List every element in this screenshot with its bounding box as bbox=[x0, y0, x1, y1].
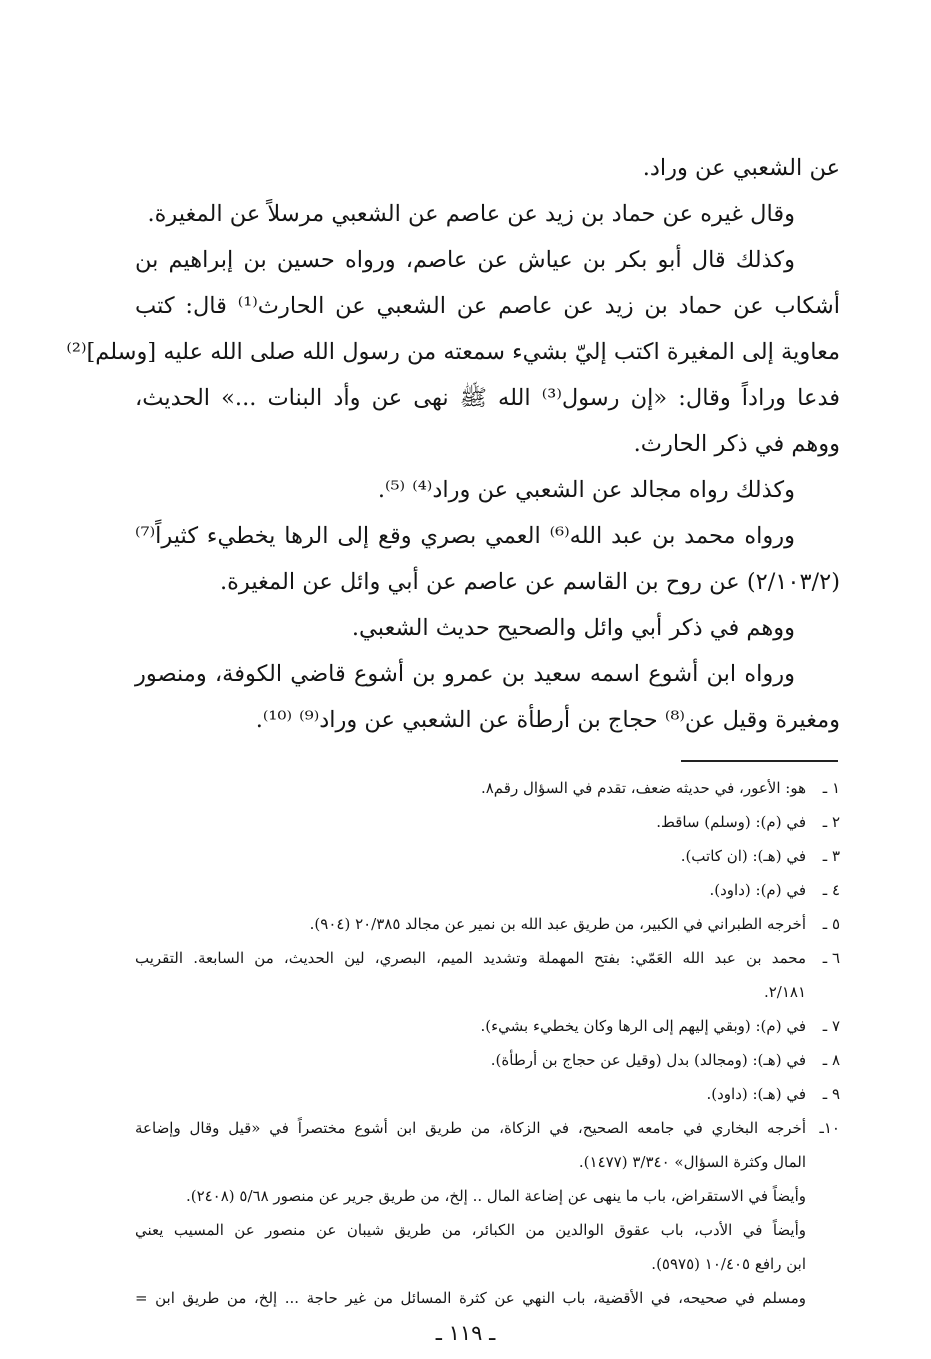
footnote-number: ٥ ـ bbox=[822, 915, 840, 933]
footnote bbox=[135, 771, 840, 805]
footnote-text: هو: الأعور، في حديثه ضعف، تقدم في السؤال رقم٨. bbox=[480, 779, 806, 797]
footnote bbox=[135, 1043, 840, 1077]
footnote bbox=[135, 839, 840, 873]
footnote-text: في (هـ): (داود). bbox=[706, 1085, 806, 1103]
footnote-text: في (م): (وسلم) ساقط. bbox=[656, 813, 806, 831]
footnote-continuation: وأيضاً في الأدب، باب عقوق الوالدين من الكبائر، من طريق شيبان عن منصور عن المسيب يعني bbox=[135, 1221, 806, 1239]
footnote-continuation: المال وكثرة السؤال» ٣/٣٤٠ (١٤٧٧). bbox=[578, 1153, 806, 1171]
text-line: ووهم في ذكر الحارث. bbox=[633, 431, 840, 457]
text-line: معاوية إلى المغيرة اكتب إليّ بشيء سمعته من رسول الله صلى الله عليه [وسلم]⁽²⁾ bbox=[66, 339, 840, 365]
footnote-text: محمد بن عبد الله العَمّي: بفتح المهملة وتشديد الميم، البصري، لين الحديث، من السابعة. التقريب bbox=[135, 949, 806, 967]
text-line: وكذلك قال أبو بكر بن عياش عن عاصم، ورواه حسين بن إبراهيم بن bbox=[135, 247, 795, 273]
footnote-number: ١ ـ bbox=[822, 779, 840, 797]
footnote bbox=[135, 1009, 840, 1043]
footnotes bbox=[135, 771, 840, 1315]
footnote-number: ٢ ـ bbox=[822, 813, 840, 831]
footnote-text: في (م): (وبقي إليهم إلى الرها وكان يخطيء بشيء). bbox=[480, 1017, 806, 1035]
footnote-number: ٧ ـ bbox=[822, 1017, 840, 1035]
footnote bbox=[135, 805, 840, 839]
footnote-text: في (هـ): (ومجالد) بدل (وقيل عن حجاج بن أرطأة). bbox=[490, 1051, 806, 1069]
footnote-number: ٩ ـ bbox=[822, 1085, 840, 1103]
footnote-divider bbox=[681, 760, 838, 762]
footnote-number: ٨ ـ bbox=[822, 1051, 840, 1069]
text-line: عن الشعبي عن وراد. bbox=[642, 155, 840, 181]
footnote-number: ٤ ـ bbox=[822, 881, 840, 899]
footnote-continuation: ٢/١٨١. bbox=[763, 983, 806, 1001]
text-line: (٢/١٠٣/٢) عن روح بن القاسم عن عاصم عن أبي وائل عن المغيرة. bbox=[219, 569, 840, 595]
text-line: ورواه ابن أشوع اسمه سعيد بن عمرو بن أشوع قاضي الكوفة، ومنصور bbox=[135, 661, 795, 687]
text-line: أشكاب عن حماد بن زيد عن عاصم عن الشعبي عن الحارث⁽¹⁾ قال: كتب bbox=[135, 293, 840, 319]
footnote-continuation: ومسلم في صحيحه، في الأقضية، باب النهي عن كثرة المسائل من غير حاجة ... إلخ، من طريق ابن = bbox=[135, 1289, 806, 1307]
footnote bbox=[135, 1077, 840, 1111]
text-line: ووهم في ذكر أبي وائل والصحيح حديث الشعبي. bbox=[351, 615, 795, 641]
page-number: ـ ١١٩ ـ bbox=[435, 1321, 496, 1345]
footnote-continuation: وأيضاً في الاستقراض، باب ما ينهى عن إضاعة المال .. إلخ، من طريق جرير عن منصور ٥/٦٨ (٢٤٠٨). bbox=[185, 1187, 806, 1205]
footnote-text: في (م): (داود). bbox=[709, 881, 806, 899]
footnote-continuation: ابن رافع ١٠/٤٠٥ (٥٩٧٥). bbox=[651, 1255, 806, 1273]
footnote-number: ٣ ـ bbox=[822, 847, 840, 865]
footnote-number: ١٠ـ bbox=[819, 1119, 840, 1137]
footnote-text: في (هـ): (ان كاتب). bbox=[680, 847, 806, 865]
footnote bbox=[135, 941, 840, 975]
footnote-number: ٦ ـ bbox=[822, 949, 840, 967]
text-line: وقال غيره عن حماد بن زيد عن عاصم عن الشعبي مرسلاً عن المغيرة. bbox=[147, 201, 795, 227]
footnote-text: أخرجه الطبراني في الكبير، من طريق عبد الله بن نمير عن مجالد ٢٠/٣٨٥ (٩٠٤). bbox=[309, 915, 806, 933]
footnote bbox=[135, 873, 840, 907]
footnote bbox=[135, 907, 840, 941]
main-text bbox=[66, 145, 841, 743]
text-line: ومغيرة وقيل عن⁽⁸⁾ حجاج بن أرطأة عن الشعبي عن وراد⁽⁹⁾ ⁽¹⁰⁾. bbox=[255, 707, 840, 733]
footnote-text: أخرجه البخاري في جامعه الصحيح، في الزكاة، من طريق ابن أشوع مختصراً في «قيل وقال وإضاعة bbox=[135, 1119, 806, 1137]
text-line: فدعا وراداً وقال: «إن رسول⁽³⁾ الله ﷺ نهى عن وأد البنات ...» الحديث، bbox=[135, 385, 841, 411]
text-line: وكذلك رواه مجالد عن الشعبي عن وراد⁽⁴⁾ ⁽⁵⁾. bbox=[377, 477, 795, 503]
text-line: ورواه محمد بن عبد الله⁽⁶⁾ العمي بصري وقع إلى الرها يخطيء كثيراً⁽⁷⁾ bbox=[135, 523, 796, 549]
footnote bbox=[135, 1111, 840, 1145]
